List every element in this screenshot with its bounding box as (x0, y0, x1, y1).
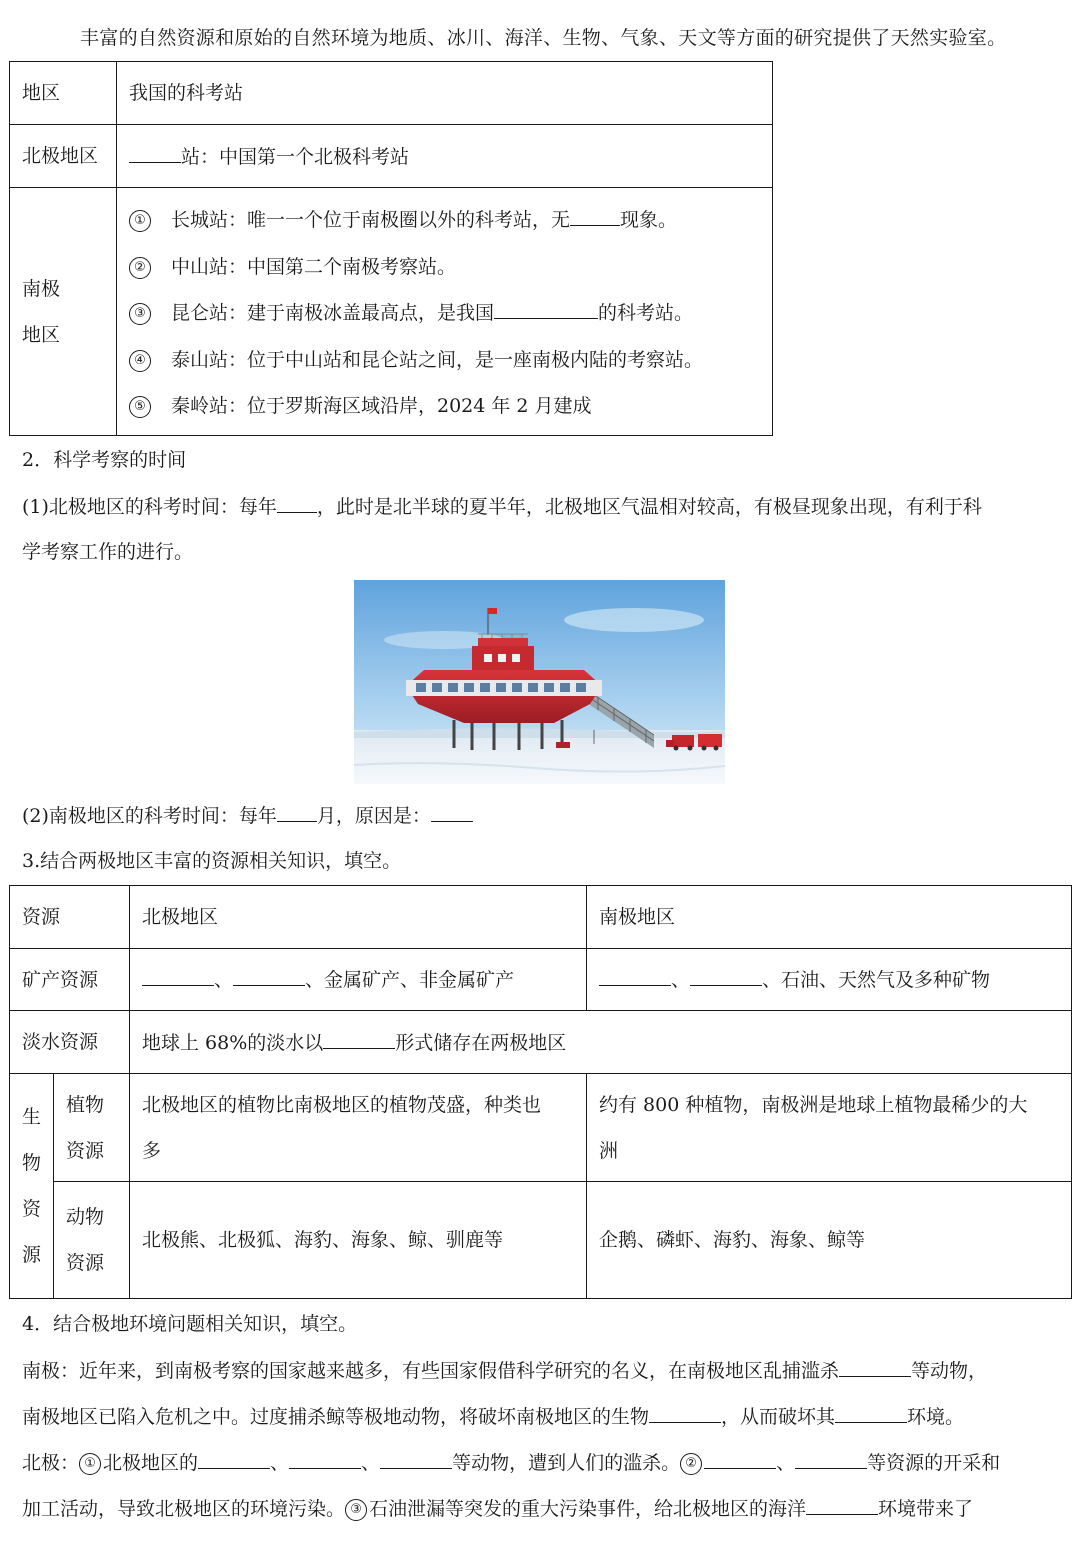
station-item (129, 290, 760, 337)
north2-text-c: 环境带来了 (878, 1498, 974, 1520)
section2-p2 (22, 801, 473, 830)
mineral-arctic-cell (130, 949, 587, 1011)
north-number-2: ② (680, 1453, 702, 1475)
arctic-station-blank (129, 142, 181, 163)
bio-label (10, 1074, 54, 1299)
station-text: 秦岭站：位于罗斯海区域沿岸，2024 年 2 月建成 (171, 395, 592, 418)
section4-north-1 (22, 1448, 1000, 1477)
separator: 、 (361, 1452, 381, 1474)
water-text-a: 地球上 68%的淡水以 (142, 1031, 324, 1054)
arctic-row (10, 125, 773, 188)
p2-text-a: (2)南极地区的科考时间：每年 (22, 805, 277, 827)
item-number: ② (129, 257, 151, 279)
section4-south-1 (22, 1356, 987, 1385)
bio-label-char: 源 (21, 1244, 41, 1266)
south-blank-2 (649, 1402, 721, 1423)
station-text: 中山站：中国第二个南极考察站。 (171, 255, 457, 278)
item-number: ⑤ (129, 396, 151, 418)
antarctic-col-header: 南极地区 (587, 886, 1072, 949)
animal-row (10, 1182, 1072, 1299)
station-illustration (354, 580, 725, 784)
station-text-tail: 的科考站。 (598, 302, 694, 325)
water-row (10, 1011, 1072, 1074)
p1-text-b: ，此时是北半球的夏半年，北极地区气温相对较高，有极昼现象出现，有利于科 (316, 496, 982, 518)
mineral-antarctic-blank-1 (599, 965, 671, 986)
north-blank-1 (198, 1448, 270, 1469)
arctic-col-header: 北极地区 (130, 886, 587, 949)
plant-antarctic-line2: 洲 (599, 1139, 619, 1162)
p2-text-b: 月，原因是： (316, 805, 431, 827)
plant-arctic-line1: 北极地区的植物比南极地区的植物茂盛，种类也 (142, 1093, 542, 1116)
water-cell (130, 1011, 1072, 1074)
mineral-antarctic-cell (587, 949, 1072, 1011)
station-blank (570, 205, 620, 226)
water-text-b: 形式储存在两极地区 (395, 1031, 567, 1054)
water-label: 淡水资源 (10, 1011, 130, 1074)
stations-table (9, 61, 773, 436)
antarctic-region-line1: 南极 (22, 277, 61, 300)
south-blank-1 (839, 1356, 911, 1377)
resources-col-header: 资源 (10, 886, 130, 949)
arctic-station-text: 站：中国第一个北极科考站 (181, 145, 410, 168)
station-item (129, 244, 760, 291)
animal-antarctic-cell: 企鹅、磷虾、海豹、海象、鲸等 (587, 1182, 1072, 1299)
plant-label (54, 1074, 130, 1182)
north-blank-5 (795, 1448, 867, 1469)
north-text-d: 等资源的开采和 (867, 1452, 1001, 1474)
item-number: ③ (129, 303, 151, 325)
north-number-1: ① (79, 1453, 101, 1475)
separator: 、 (270, 1452, 290, 1474)
plant-antarctic-cell (587, 1074, 1072, 1182)
mineral-arctic-blank-2 (233, 965, 305, 986)
south-text-b: 等动物， (911, 1360, 988, 1382)
resources-table (9, 885, 1072, 1299)
plant-row (10, 1074, 1072, 1182)
region-header: 地区 (10, 62, 117, 125)
separator: 、 (776, 1452, 796, 1474)
mineral-label: 矿产资源 (10, 949, 130, 1011)
p2-blank-month (277, 801, 317, 822)
plant-arctic-line2: 多 (142, 1139, 162, 1162)
station-text: 长城站：唯一一个位于南极圈以外的科考站，无 (171, 209, 571, 232)
north-text-b: 北极地区的 (103, 1452, 199, 1474)
section4-north-2 (22, 1494, 973, 1523)
south2-text-c: 环境。 (907, 1406, 965, 1428)
mineral-antarctic-text: 、石油、天然气及多种矿物 (762, 969, 991, 991)
bio-label-char: 资 (21, 1198, 41, 1220)
plant-arctic-cell (130, 1074, 587, 1182)
antarctic-stations-cell (117, 188, 773, 436)
bio-label-char: 物 (21, 1152, 41, 1174)
stations-table-header (10, 62, 773, 125)
antarctic-region-cell (10, 188, 117, 436)
mineral-arctic-blank-1 (142, 965, 214, 986)
station-blank (494, 298, 598, 319)
section2-p1-cont: 学考察工作的进行。 (22, 541, 194, 563)
p2-blank-reason (431, 801, 473, 822)
south2-text-b: ，从而破坏其 (721, 1406, 836, 1428)
plant-antarctic-line1: 约有 800 种植物，南极洲是地球上植物最稀少的大 (599, 1093, 1028, 1116)
bio-label-char: 生 (21, 1106, 41, 1128)
arctic-station-cell (117, 125, 773, 188)
antarctic-row (10, 188, 773, 436)
mineral-arctic-text: 、金属矿产、非金属矿产 (305, 969, 515, 991)
mineral-antarctic-blank-2 (690, 965, 762, 986)
separator: 、 (214, 969, 234, 991)
intro-text: 丰富的自然资源和原始的自然环境为地质、冰川、海洋、生物、气象、天文等方面的研究提供了天然实验室。 (80, 27, 1007, 49)
stations-header: 我国的科考站 (117, 62, 773, 125)
north2-text-a: 加工活动，导致北极地区的环境污染。 (22, 1498, 346, 1520)
station-text: 泰山站：位于中山站和昆仑站之间，是一座南极内陆的考察站。 (171, 348, 704, 371)
plant-label-line2: 资源 (66, 1139, 105, 1162)
station-item (129, 383, 760, 430)
antarctic-region-line2: 地区 (22, 323, 61, 346)
north-text-a: 北极： (22, 1452, 80, 1474)
section4-south-2 (22, 1402, 964, 1431)
resources-header-row (10, 886, 1072, 949)
section3-title: 3.结合两极地区丰富的资源相关知识，填空。 (22, 850, 402, 872)
mineral-row (10, 949, 1072, 1011)
north-blank-2 (289, 1448, 361, 1469)
north-blank-3 (380, 1448, 452, 1469)
p1-text-a: (1)北极地区的科考时间：每年 (22, 496, 277, 518)
plant-label-line1: 植物 (66, 1093, 105, 1116)
item-number: ④ (129, 350, 151, 372)
p1-blank (277, 492, 317, 513)
south-text-a: 南极：近年来，到南极考察的国家越来越多，有些国家假借科学研究的名义，在南极地区乱捕滥杀 (22, 1360, 840, 1382)
animal-label-line1: 动物 (66, 1206, 105, 1228)
research-station-photo (354, 580, 725, 784)
animal-label-line2: 资源 (66, 1252, 105, 1274)
animal-arctic-cell: 北极熊、北极狐、海豹、海象、鲸、驯鹿等 (130, 1182, 587, 1299)
station-text-tail: 现象。 (620, 209, 678, 232)
north2-text-b: 石油泄漏等突发的重大污染事件，给北极地区的海洋 (369, 1498, 807, 1520)
arctic-region-cell: 北极地区 (10, 125, 117, 188)
station-item (129, 197, 760, 244)
station-text: 昆仑站：建于南极冰盖最高点，是我国 (171, 302, 495, 325)
section2-p1 (22, 492, 982, 521)
south2-text-a: 南极地区已陷入危机之中。过度捕杀鲸等极地动物，将破坏南极地区的生物 (22, 1406, 650, 1428)
water-blank (323, 1028, 395, 1049)
section2-title: 2．科学考察的时间 (22, 449, 187, 471)
north-blank-4 (704, 1448, 776, 1469)
item-number: ① (129, 210, 151, 232)
separator: 、 (671, 969, 691, 991)
animal-label (54, 1182, 130, 1299)
station-item (129, 337, 760, 384)
north-number-3: ③ (345, 1499, 367, 1521)
south-blank-3 (835, 1402, 907, 1423)
north-blank-6 (806, 1494, 878, 1515)
north-text-c: 等动物，遭到人们的滥杀。 (452, 1452, 681, 1474)
section4-title: 4．结合极地环境问题相关知识，填空。 (22, 1313, 358, 1335)
